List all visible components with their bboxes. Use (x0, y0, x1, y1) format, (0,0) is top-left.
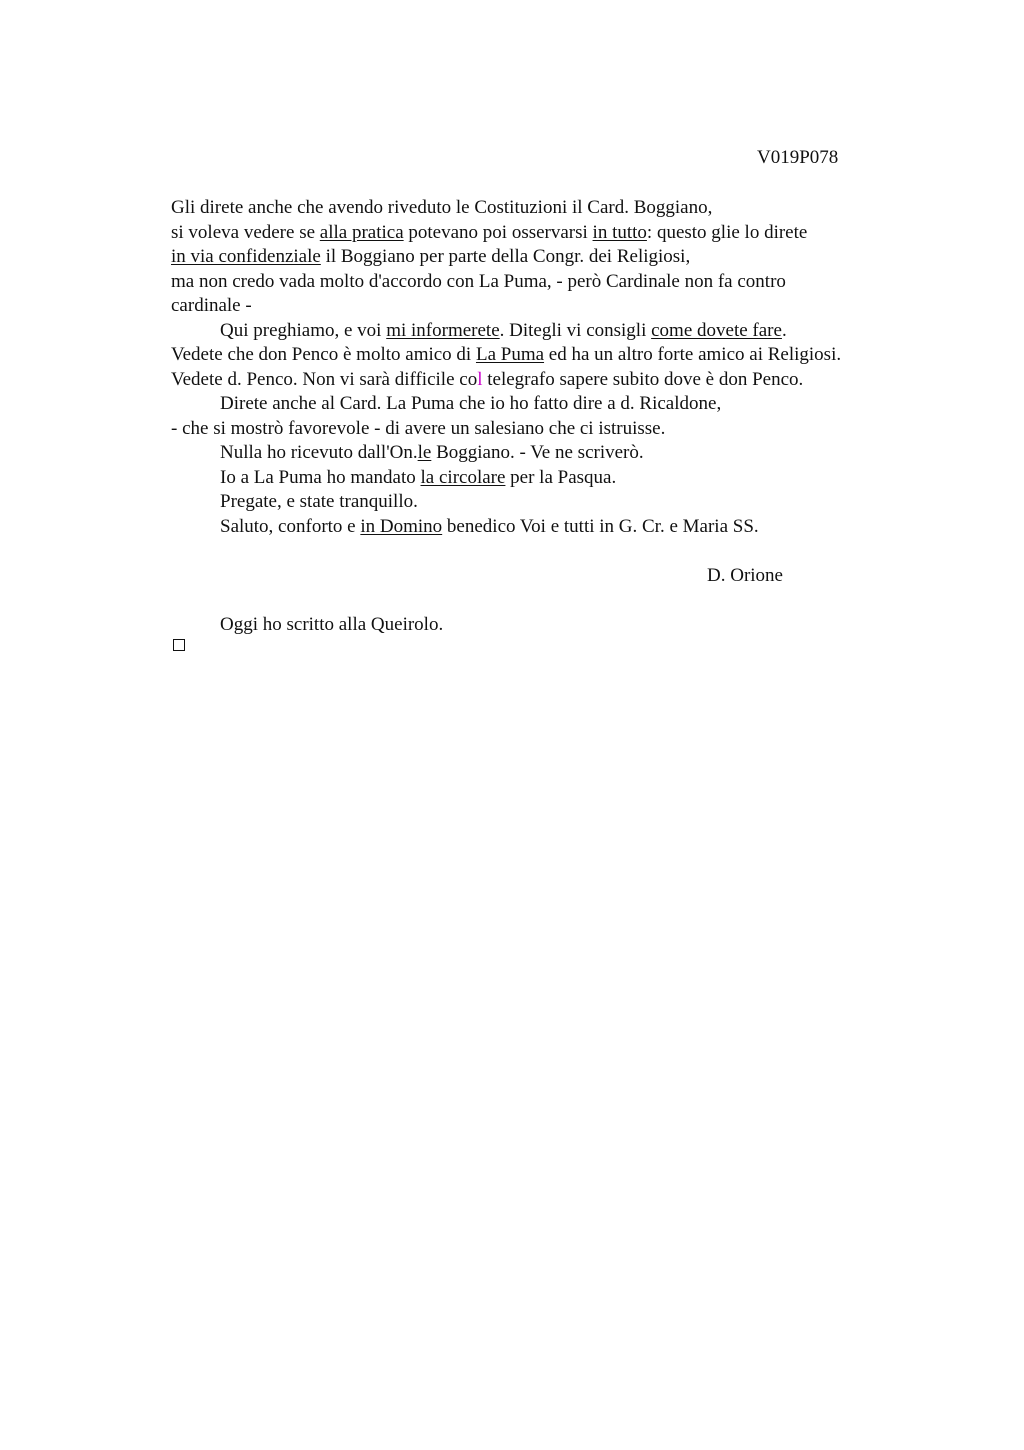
signature: D. Orione (707, 564, 783, 586)
letter-line-6 (171, 319, 931, 344)
letter-line-1 (171, 196, 931, 221)
page-code: V019P078 (757, 147, 839, 168)
postscript: Oggi ho scritto alla Queirolo. (220, 613, 444, 635)
underlined-phrase: alla pratica (319, 221, 404, 243)
text-segment: Nulla ho ricevuto dall'On. (220, 442, 418, 463)
letter-line-4 (171, 270, 931, 295)
underlined-phrase: La Puma (475, 344, 545, 365)
paragraph-gap (171, 539, 931, 564)
empty-square-checkbox-icon (173, 639, 185, 651)
letter-body (171, 196, 931, 637)
letter-line-10 (171, 417, 931, 442)
text-segment: ma non credo vada molto d'accordo con La Puma, - però Cardinale non fa contro (171, 270, 786, 292)
text-segment: telegrafo sapere subito dove è don Penco. (482, 368, 804, 390)
text-segment: Qui preghiamo, e voi (220, 319, 387, 341)
text-segment: Direte anche al Card. La Puma che io ho fatto dire a d. Ricaldone, (220, 393, 722, 414)
letter-line-12 (171, 466, 931, 491)
text-segment: Vedete che don Penco è molto amico di (171, 344, 476, 365)
text-segment: - che si mostrò favorevole - di avere un salesiano che ci istruisse. (171, 417, 666, 439)
underlined-phrase: in via confidenziale (171, 246, 321, 267)
text-segment: Vedete d. Penco. Non vi sarà difficile co (171, 368, 478, 390)
letter-line-14 (171, 515, 931, 540)
letter-line-13 (171, 490, 931, 515)
underlined-phrase: in tutto (592, 221, 647, 243)
letter-line-3 (171, 245, 931, 270)
underlined-phrase: in Domino (360, 515, 443, 537)
text-segment: per la Pasqua. (505, 466, 617, 488)
letter-line-9 (171, 392, 931, 417)
text-segment: : questo glie lo direte (646, 221, 808, 243)
text-segment: potevano poi osservarsi (403, 221, 593, 243)
text-segment: Saluto, conforto e (220, 515, 361, 537)
letter-line-2 (171, 221, 931, 246)
text-segment: il Boggiano per parte della Congr. dei Religiosi, (320, 246, 691, 267)
text-segment: Io a La Puma ho mandato (220, 466, 421, 488)
underlined-phrase: le (417, 442, 432, 463)
letter-line-7 (171, 343, 931, 368)
paragraph-gap (171, 588, 931, 613)
text-segment: . Ditegli vi consigli (499, 319, 652, 341)
underlined-phrase: la circolare (420, 466, 506, 488)
text-segment: ed ha un altro forte amico ai Religiosi. (544, 344, 842, 365)
highlighted-letter: l (477, 368, 483, 390)
letter-line-8 (171, 368, 931, 393)
text-segment: benedico Voi e tutti in G. Cr. e Maria SS. (442, 515, 759, 537)
text-segment: Boggiano. - Ve ne scriverò. (431, 442, 644, 463)
letter-line-11 (171, 441, 931, 466)
letter-line-5 (171, 294, 931, 319)
text-segment: Gli direte anche che avendo riveduto le Costituzioni il Card. Boggiano, (171, 197, 713, 218)
text-segment: Pregate, e state tranquillo. (220, 491, 418, 512)
text-segment: si voleva vedere se (171, 221, 320, 243)
underlined-phrase: come dovete fare (651, 319, 782, 341)
underlined-phrase: mi informerete (386, 319, 500, 341)
text-segment: cardinale - (171, 295, 252, 316)
text-segment: . (781, 319, 787, 341)
